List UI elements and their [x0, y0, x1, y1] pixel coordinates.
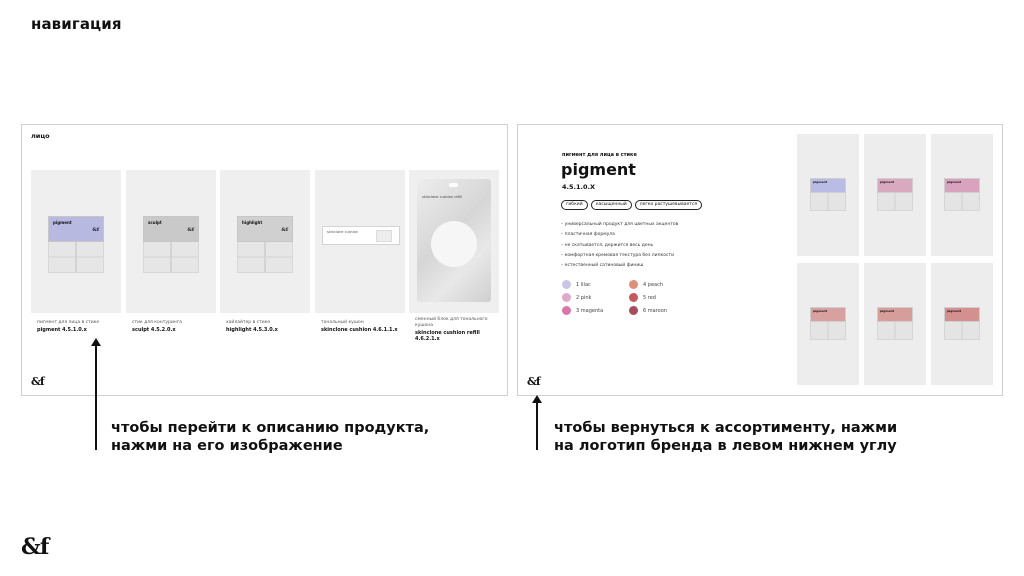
feature-item: – универсальный продукт для цветных акцентов	[561, 222, 679, 227]
product-card-cushion[interactable]	[315, 170, 405, 350]
product-category: пигмент для лица в стике	[562, 152, 637, 158]
feature-item: – естественный сатиновый финиш	[561, 263, 644, 269]
product-name: skinclone cushion 4.6.1.1.x	[321, 327, 398, 333]
shade-option-5[interactable]: 5 red	[629, 293, 656, 302]
feature-item: – комфортная кремовая текстура без липкости	[561, 252, 675, 258]
product-image[interactable]	[315, 170, 405, 313]
product-image[interactable]	[126, 170, 216, 313]
page-title: навигация	[31, 15, 122, 33]
shade-option-1[interactable]: 1 lilac	[562, 280, 591, 289]
product-name: highlight 4.5.3.0.x	[226, 327, 278, 333]
product-image[interactable]	[220, 170, 310, 313]
shade-option-3[interactable]: 3 magenta	[562, 306, 603, 315]
product-screen	[517, 124, 1003, 396]
gallery-image-6[interactable]: pigment	[931, 263, 993, 385]
product-subtitle: пигмент для лица в стике	[37, 320, 100, 325]
product-card-cushion-refill[interactable]	[409, 170, 499, 350]
product-code: 4.5.1.0.X	[562, 183, 595, 191]
shade-swatch	[562, 306, 571, 315]
product-image[interactable]	[409, 170, 499, 313]
product-subtitle: сменный блок для тонального кушона	[415, 317, 488, 328]
product-name: sculpt 4.5.2.0.x	[132, 327, 176, 333]
shade-option-4[interactable]: 4 peach	[629, 280, 663, 289]
feature-list	[561, 220, 678, 271]
product-image[interactable]	[31, 170, 121, 313]
tag: гибкий	[561, 200, 588, 210]
brand-mark: &f	[281, 227, 288, 233]
arrow-line	[536, 401, 538, 450]
shade-swatch	[562, 280, 571, 289]
gallery-image-1[interactable]: pigment	[797, 134, 859, 256]
brand-mark: &f	[187, 227, 194, 233]
product-subtitle: хайлайтер в стике	[226, 320, 271, 325]
refill-pouch: skinclone cushion refill	[417, 179, 491, 302]
product-subtitle: стик для контуринга	[132, 320, 182, 325]
cushion-pack: skinclone cushion	[322, 226, 400, 245]
product-name: skinclone cushion refill 4.6.2.1.x	[415, 330, 480, 342]
section-label: лицо	[31, 132, 50, 140]
tag: насыщенный	[591, 200, 632, 210]
shade-swatch	[629, 280, 638, 289]
brand-logo[interactable]: &f	[527, 375, 540, 388]
gallery-image-5[interactable]: pigment	[864, 263, 926, 385]
product-card-pigment[interactable]	[31, 170, 121, 350]
product-tags	[561, 200, 702, 210]
compact-pack: pigment &f	[48, 216, 104, 273]
footer-brand-logo: &f	[21, 534, 49, 560]
feature-item: – не скатывается, держится весь день	[561, 242, 654, 248]
shade-swatch	[629, 306, 638, 315]
product-subtitle: тональный кушон	[321, 320, 364, 325]
brand-mark: &f	[92, 227, 99, 233]
compact-pack: sculpt &f	[143, 216, 199, 273]
product-card-highlight[interactable]	[220, 170, 310, 350]
product-name: pigment 4.5.1.0.x	[37, 327, 87, 333]
shade-option-2[interactable]: 2 pink	[562, 293, 591, 302]
feature-item: – пластичная формула	[561, 232, 615, 238]
shade-option-6[interactable]: 6 maroon	[629, 306, 667, 315]
note-right: чтобы вернуться к ассортименту, нажми на логотип бренда в левом нижнем углу	[554, 420, 898, 454]
brand-logo[interactable]: &f	[31, 375, 44, 388]
compact-pack: highlight &f	[237, 216, 293, 273]
arrow-line	[95, 344, 97, 450]
product-title: pigment	[561, 160, 636, 179]
product-card-sculpt[interactable]	[126, 170, 216, 350]
note-left: чтобы перейти к описанию продукта, нажми на его изображение	[111, 420, 430, 454]
shade-swatch	[629, 293, 638, 302]
gallery-image-2[interactable]: pigment	[864, 134, 926, 256]
tag: легко растушевывается	[635, 200, 702, 210]
gallery-image-3[interactable]: pigment	[931, 134, 993, 256]
shade-swatch	[562, 293, 571, 302]
gallery-image-4[interactable]: pigment	[797, 263, 859, 385]
